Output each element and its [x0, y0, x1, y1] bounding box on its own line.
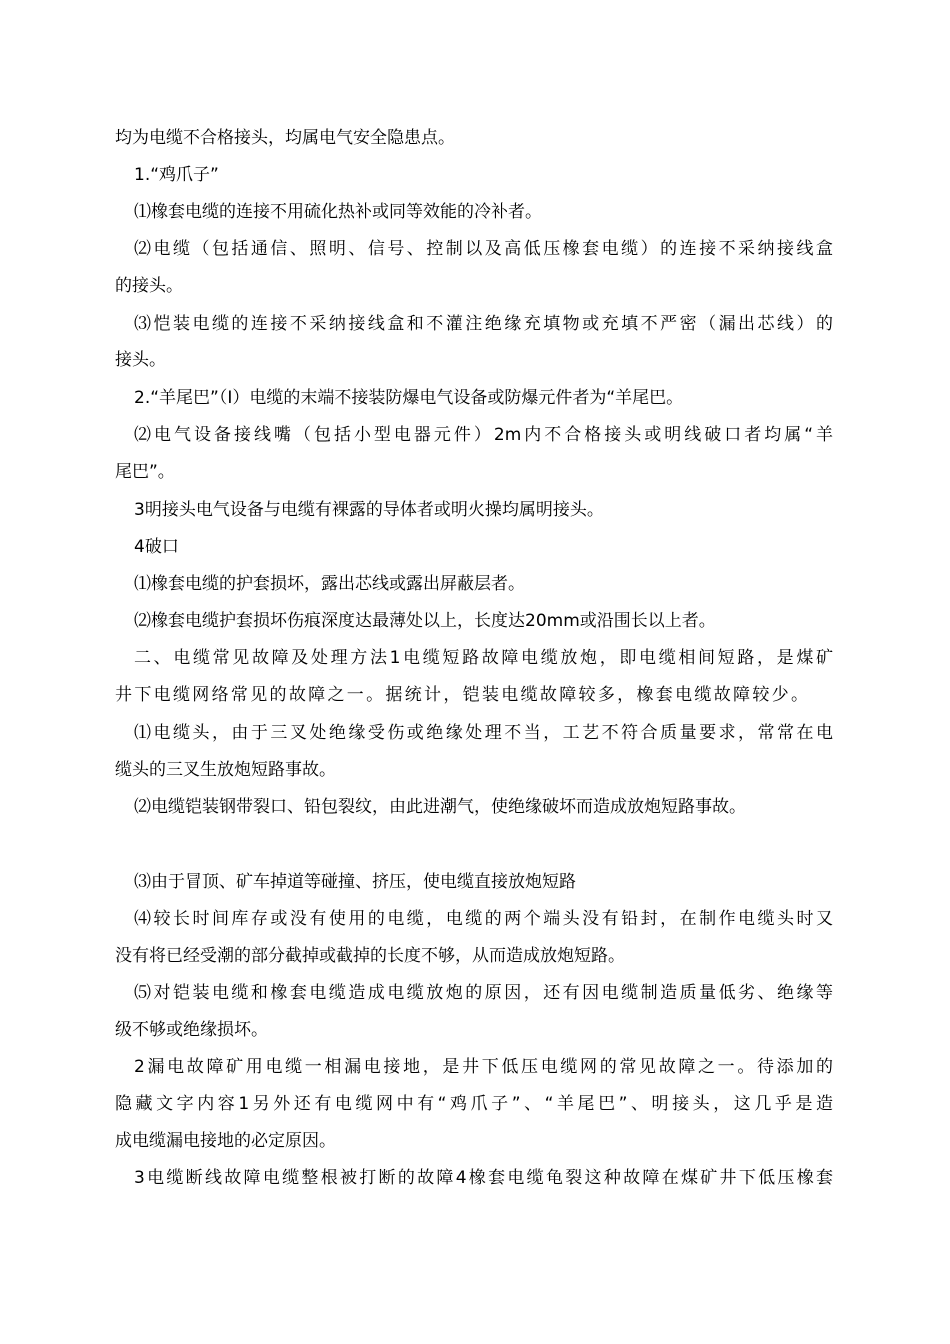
- text-line: 井下电缆网络常见的故障之一。据统计，铠装电缆故障较多，橡套电缆故障较少。: [115, 685, 808, 705]
- text-line: ⑴电缆头，由于三叉处绝缘受伤或绝缘处理不当，工艺不符合质量要求，常常在电: [134, 723, 833, 743]
- text-line: ⑵电气设备接线嘴（包括小型电器元件）2m内不合格接头或明线破口者均属“羊: [134, 425, 833, 445]
- text-line: ⑵电缆（包括通信、照明、信号、控制以及高低压橡套电缆）的连接不采纳接线盒: [134, 239, 833, 259]
- text-line: ⑴橡套电缆的护套损坏，露出芯线或露出屏蔽层者。: [134, 574, 525, 594]
- text-line: 接头。: [115, 350, 166, 370]
- text-line: 3电缆断线故障电缆整根被打断的故障4橡套电缆龟裂这种故障在煤矿井下低压橡套: [134, 1168, 833, 1188]
- text-line: 的接头。: [115, 276, 183, 296]
- text-line: 缆头的三叉生放炮短路事故。: [115, 760, 336, 780]
- text-line: ⑵电缆铠装钢带裂口、铅包裂纹，由此进潮气，使绝缘破坏而造成放炮短路事故。: [134, 797, 746, 817]
- text-line: 尾巴”。: [115, 462, 175, 482]
- text-line: ⑶由于冒顶、矿车掉道等碰撞、挤压，使电缆直接放炮短路: [134, 872, 576, 892]
- text-line: 2.“羊尾巴”（I）电缆的末端不接装防爆电气设备或防爆元件者为“羊尾巴。: [134, 388, 684, 408]
- text-line: 3明接头电气设备与电缆有裸露的导体者或明火操均属明接头。: [134, 500, 604, 520]
- text-line: ⑶恺装电缆的连接不采纳接线盒和不灌注绝缘充填物或充填不严密（漏出芯线）的: [134, 314, 833, 334]
- text-line: 均为电缆不合格接头，均属电气安全隐患点。: [115, 128, 455, 148]
- text-line: 隐藏文字内容1另外还有电缆网中有“鸡爪子”、“羊尾巴”、明接头，这几乎是造: [115, 1094, 833, 1114]
- text-line: 二、电缆常见故障及处理方法1电缆短路故障电缆放炮，即电缆相间短路，是煤矿: [134, 648, 833, 668]
- text-line: ⑸对铠装电缆和橡套电缆造成电缆放炮的原因，还有因电缆制造质量低劣、绝缘等: [134, 983, 833, 1003]
- text-line: 没有将已经受潮的部分截掉或截掉的长度不够，从而造成放炮短路。: [115, 946, 625, 966]
- text-line: ⑴橡套电缆的连接不用硫化热补或同等效能的冷补者。: [134, 202, 542, 222]
- text-line: ⑵橡套电缆护套损坏伤痕深度达最薄处以上，长度达20mm或沿围长以上者。: [134, 611, 716, 631]
- text-line: 4破口: [134, 537, 179, 557]
- text-line: 1.“鸡爪子”: [134, 165, 219, 185]
- text-line: ⑷较长时间库存或没有使用的电缆，电缆的两个端头没有铅封，在制作电缆头时又: [134, 909, 833, 929]
- text-line: 2漏电故障矿用电缆一相漏电接地，是井下低压电缆网的常见故障之一。待添加的: [134, 1057, 833, 1077]
- text-line: 成电缆漏电接地的必定原因。: [115, 1131, 336, 1151]
- text-line: 级不够或绝缘损坏。: [115, 1020, 268, 1040]
